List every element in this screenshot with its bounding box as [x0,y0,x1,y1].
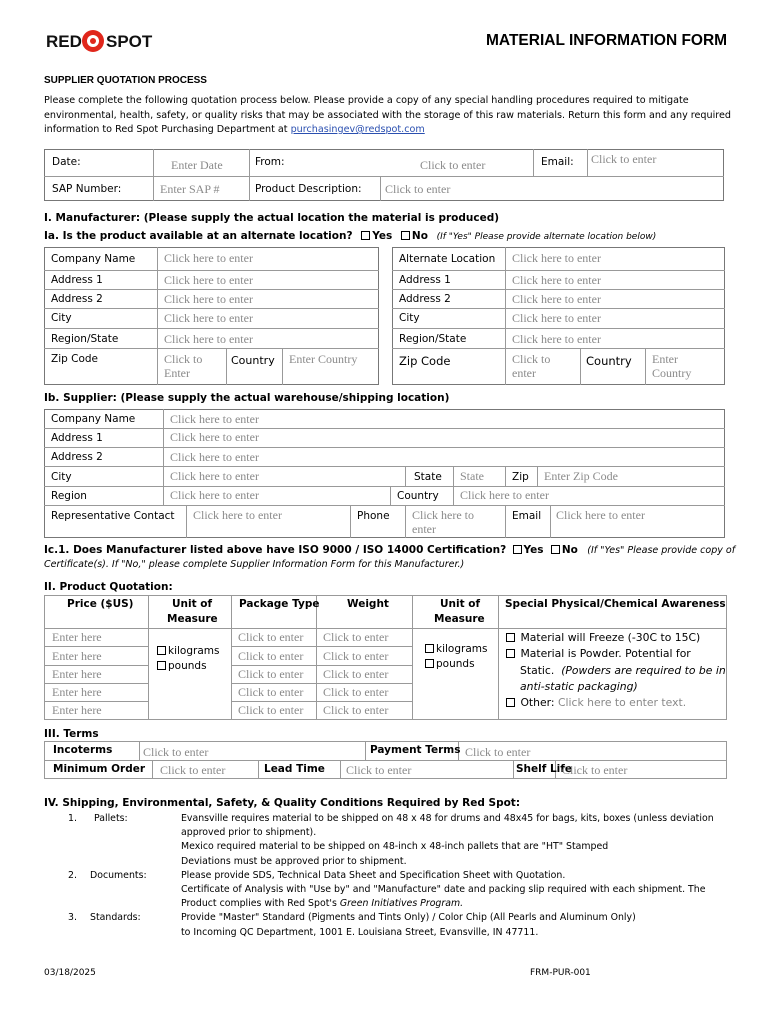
manufacturer-heading: I. Manufacturer: (Please supply the actual location the material is produced) [44,212,500,224]
special-awareness-options [506,630,726,711]
date-label: Date: [52,156,81,168]
footer-date: 03/18/2025 [44,968,96,978]
logo-text-left: RED [46,32,82,51]
lead-time-label: Lead Time [264,763,325,775]
other-checkbox[interactable] [506,698,515,707]
from-input[interactable]: Click to enter [420,158,486,172]
iso-question-text: Ic.1. Does Manufacturer listed above have ISO 9000 / ISO 14000 Certification? [44,544,507,556]
sup-country-input[interactable]: Click here to enter [460,488,549,502]
condition-line: to Incoming QC Department, 1001 E. Louisiana Street, Evansville, IN 47711. [181,926,539,938]
mfr-address1-label: Address 1 [51,274,103,286]
mfr-zip-input[interactable] [164,352,202,380]
condition-line: Certificate of Analysis with "Use by" and "Manufacture" date and packing slip required with each shipment. The [181,884,706,895]
question-text: Ia. Is the product available at an alternate location? [44,230,353,242]
condition-number: 1. [68,813,77,824]
iso-note-line2: Certificate(s). If "No," please complete Supplier Information Form for this Manufacturer.) [44,559,465,570]
sup-zip-input[interactable]: Enter Zip Code [544,469,618,483]
email-input[interactable]: Click to enter [591,152,657,166]
alt-zip-label: Zip Code [399,354,451,368]
mfr-city-label: City [51,312,72,324]
incoterms-label: Incoterms [53,744,113,756]
col-unit2-header-1: Unit of [440,598,481,610]
weight-input[interactable]: Click to enter [323,703,389,717]
kilograms-label: kilograms [168,645,220,657]
alt-zip-input[interactable] [512,352,550,380]
minimum-order-input[interactable]: Click to enter [160,763,226,777]
alt-country-input[interactable] [652,352,691,380]
package-type-input[interactable]: Click to enter [238,685,304,699]
sup-company-label: Company Name [51,413,136,425]
sup-company-input[interactable]: Click here to enter [170,412,259,426]
phone-placeholder-line: enter [412,522,436,536]
alt-city-input[interactable]: Click here to enter [512,311,601,325]
package-type-input[interactable]: Click to enter [238,703,304,717]
alt-address2-label: Address 2 [399,293,451,305]
powder-note-2: anti-static packaging) [520,679,638,693]
iso-no-label: No [561,544,578,556]
mfr-country-input[interactable]: Enter Country [289,352,358,366]
price-input[interactable]: Enter here [52,703,102,717]
col-special-header: Special Physical/Chemical Awareness [505,598,726,610]
kilograms-checkbox[interactable] [425,644,434,653]
sup-city-label: City [51,471,72,483]
mfr-address1-input[interactable]: Click here to enter [164,273,253,287]
iso-yes-label: Yes [523,544,544,556]
product-description-label: Product Description: [255,183,362,195]
other-input[interactable]: Click here to enter text. [557,696,687,710]
product-quotation-heading: II. Product Quotation: [44,581,173,593]
pounds-label: pounds [436,658,475,670]
condition-line: Please provide SDS, Technical Data Sheet and Specification Sheet with Quotation. [181,869,566,881]
condition-line: approved prior to shipment). [181,827,317,839]
date-input[interactable]: Enter Date [171,158,223,172]
powder-label-2: Static. [520,663,555,677]
alt-region-input[interactable]: Click here to enter [512,332,601,346]
col-unit2-header-2: Measure [434,613,485,625]
sup-phone-input[interactable] [412,508,474,536]
condition-number: 3. [68,912,77,924]
alt-address1-label: Address 1 [399,274,451,286]
alt-region-label: Region/State [399,333,467,345]
from-label: From: [255,156,285,168]
payment-terms-input[interactable]: Click to enter [465,745,531,759]
zip-placeholder-line: Click to [164,352,203,366]
condition-line: Evansville requires material to be shipped on 48 x 48 for drums and 48x45 for bags, kits, boxes (unless deviation [181,813,714,824]
shelf-life-label: Shelf Life [516,763,572,775]
iso-note: (If "Yes" Please provide copy of [587,545,736,556]
yes-label: Yes [372,230,393,242]
country-placeholder-line: Enter [652,352,678,366]
yes-checkbox[interactable] [361,231,370,240]
intro-text [44,94,734,138]
alt-address2-input[interactable]: Click here to enter [512,292,601,306]
sup-address1-label: Address 1 [51,432,103,444]
col-package-header: Package Type [239,598,320,610]
alt-address1-input[interactable]: Click here to enter [512,273,601,287]
condition-line: Product complies with Red Spot's [181,898,340,910]
alt-company-input[interactable]: Click here to enter [512,251,601,265]
minimum-order-label: Minimum Order [53,763,146,775]
powder-checkbox[interactable] [506,649,515,658]
shelf-life-input[interactable]: Click to enter [562,763,628,777]
alt-country-label: Country [586,354,632,368]
sup-region-label: Region [51,490,87,502]
company-logo [46,30,156,54]
sup-email-input[interactable]: Click here to enter [556,508,645,522]
zip-placeholder-line: Enter [164,366,190,380]
alt-city-label: City [399,312,420,324]
kilograms-label: kilograms [436,643,488,655]
zip-placeholder-line: Click to [512,352,551,366]
other-label: Other: [520,696,555,710]
sup-address1-input[interactable]: Click here to enter [170,430,259,444]
pounds-checkbox[interactable] [157,661,166,670]
mfr-zip-label: Zip Code [51,353,98,365]
sup-phone-label: Phone [357,510,390,522]
green-initiatives-text: Green Initiatives Program. [339,898,464,910]
conditions-list [44,812,744,940]
sup-state-label: State [414,471,442,483]
alt-company-label: Alternate Location [399,253,496,265]
sup-rep-label: Representative Contact [51,510,175,522]
sup-region-input[interactable]: Click here to enter [170,488,259,502]
footer-form-code: FRM-PUR-001 [530,968,591,978]
condition-line: Mexico required material to be shipped on 48-inch x 48-inch pallets that are "HT" Stamped [181,841,609,853]
sup-rep-input[interactable]: Click here to enter [193,508,282,522]
condition-line: Provide "Master" Standard (Pigments and Tints Only) / Color Chip (All Pearls and Aluminum Only) [181,912,636,924]
lead-time-input[interactable]: Click to enter [346,763,412,777]
pounds-checkbox[interactable] [425,659,434,668]
incoterms-input[interactable]: Click to enter [143,745,209,759]
mfr-country-label: Country [231,354,275,367]
condition-number: 2. [68,869,77,881]
mfr-address2-label: Address 2 [51,293,103,305]
sup-email-label: Email [512,510,542,522]
unit-options-2 [425,642,487,672]
sup-address2-label: Address 2 [51,451,103,463]
intro-line: information to Red Spot Purchasing Department at [44,124,291,135]
price-input[interactable]: Enter here [52,630,102,644]
conditions-heading: IV. Shipping, Environmental, Safety, & Quality Conditions Required by Red Spot: [44,797,521,809]
mfr-address2-input[interactable]: Click here to enter [164,292,253,306]
no-label: No [411,230,428,242]
logo-target-icon [82,30,104,52]
pounds-label: pounds [168,660,207,672]
weight-input[interactable]: Click to enter [323,630,389,644]
package-type-input[interactable]: Click to enter [238,649,304,663]
payment-terms-label: Payment Terms [370,744,461,756]
freeze-label: Material will Freeze (-30C to 15C) [520,631,701,644]
powder-note: (Powders are required to be in [561,663,726,677]
sap-label: SAP Number: [52,183,122,195]
sup-country-label: Country [397,490,439,502]
package-type-input[interactable]: Click to enter [238,667,304,681]
condition-label: Standards: [90,912,141,924]
phone-placeholder-line: Click here to [412,508,474,522]
mfr-city-input[interactable]: Click here to enter [164,311,253,325]
section-heading: SUPPLIER QUOTATION PROCESS [44,75,207,86]
supplier-heading: Ib. Supplier: (Please supply the actual warehouse/shipping location) [44,392,450,404]
freeze-checkbox[interactable] [506,633,515,642]
no-checkbox[interactable] [401,231,410,240]
col-unit-header-2: Measure [167,613,218,625]
mfr-region-input[interactable]: Click here to enter [164,332,253,346]
mfr-region-label: Region/State [51,333,119,345]
condition-label: Documents: [90,869,147,881]
sap-input[interactable]: Enter SAP # [160,182,220,196]
alternate-location-question [44,230,656,242]
col-price-header: Price ($US) [67,598,134,610]
weight-input[interactable]: Click to enter [323,649,389,663]
sup-state-input[interactable]: State [460,469,484,483]
col-weight-header: Weight [347,598,389,610]
price-input[interactable]: Enter here [52,649,102,663]
iso-question [44,544,744,556]
weight-input[interactable]: Click to enter [323,667,389,681]
powder-label: Material is Powder. Potential for [520,647,691,661]
country-placeholder-line: Country [652,366,692,380]
email-label: Email: [541,156,574,168]
purchasing-email-link[interactable]: purchasingev@redspot.com [290,124,425,135]
kilograms-checkbox[interactable] [157,646,166,655]
package-type-input[interactable]: Click to enter [238,630,304,644]
condition-line: Deviations must be approved prior to shipment. [181,855,407,867]
iso-yes-checkbox[interactable] [513,545,522,554]
mfr-company-input[interactable]: Click here to enter [164,251,253,265]
zip-placeholder-line: enter [512,366,536,380]
col-unit-header-1: Unit of [172,598,213,610]
price-input[interactable]: Enter here [52,685,102,699]
price-input[interactable]: Enter here [52,667,102,681]
product-description-input[interactable]: Click to enter [385,182,451,196]
sup-zip-label: Zip [512,471,529,483]
sup-city-input[interactable]: Click here to enter [170,469,259,483]
page-title: MATERIAL INFORMATION FORM [486,32,728,49]
intro-line: environmental, health, safety, or quality risks that may be associated with the storage of this raw materials. Return this form and any required [44,109,731,121]
terms-heading: III. Terms [44,728,99,740]
condition-label: Pallets: [94,813,128,824]
sup-address2-input[interactable]: Click here to enter [170,450,259,464]
unit-options-1 [157,644,219,674]
iso-no-checkbox[interactable] [551,545,560,554]
intro-line: Please complete the following quotation process below. Please provide a copy of any special handling procedures required to mitigate [44,95,689,106]
alternate-note: (If "Yes" Please provide alternate location below) [436,232,657,242]
logo-text-right: SPOT [106,32,153,51]
mfr-company-label: Company Name [51,253,136,265]
weight-input[interactable]: Click to enter [323,685,389,699]
